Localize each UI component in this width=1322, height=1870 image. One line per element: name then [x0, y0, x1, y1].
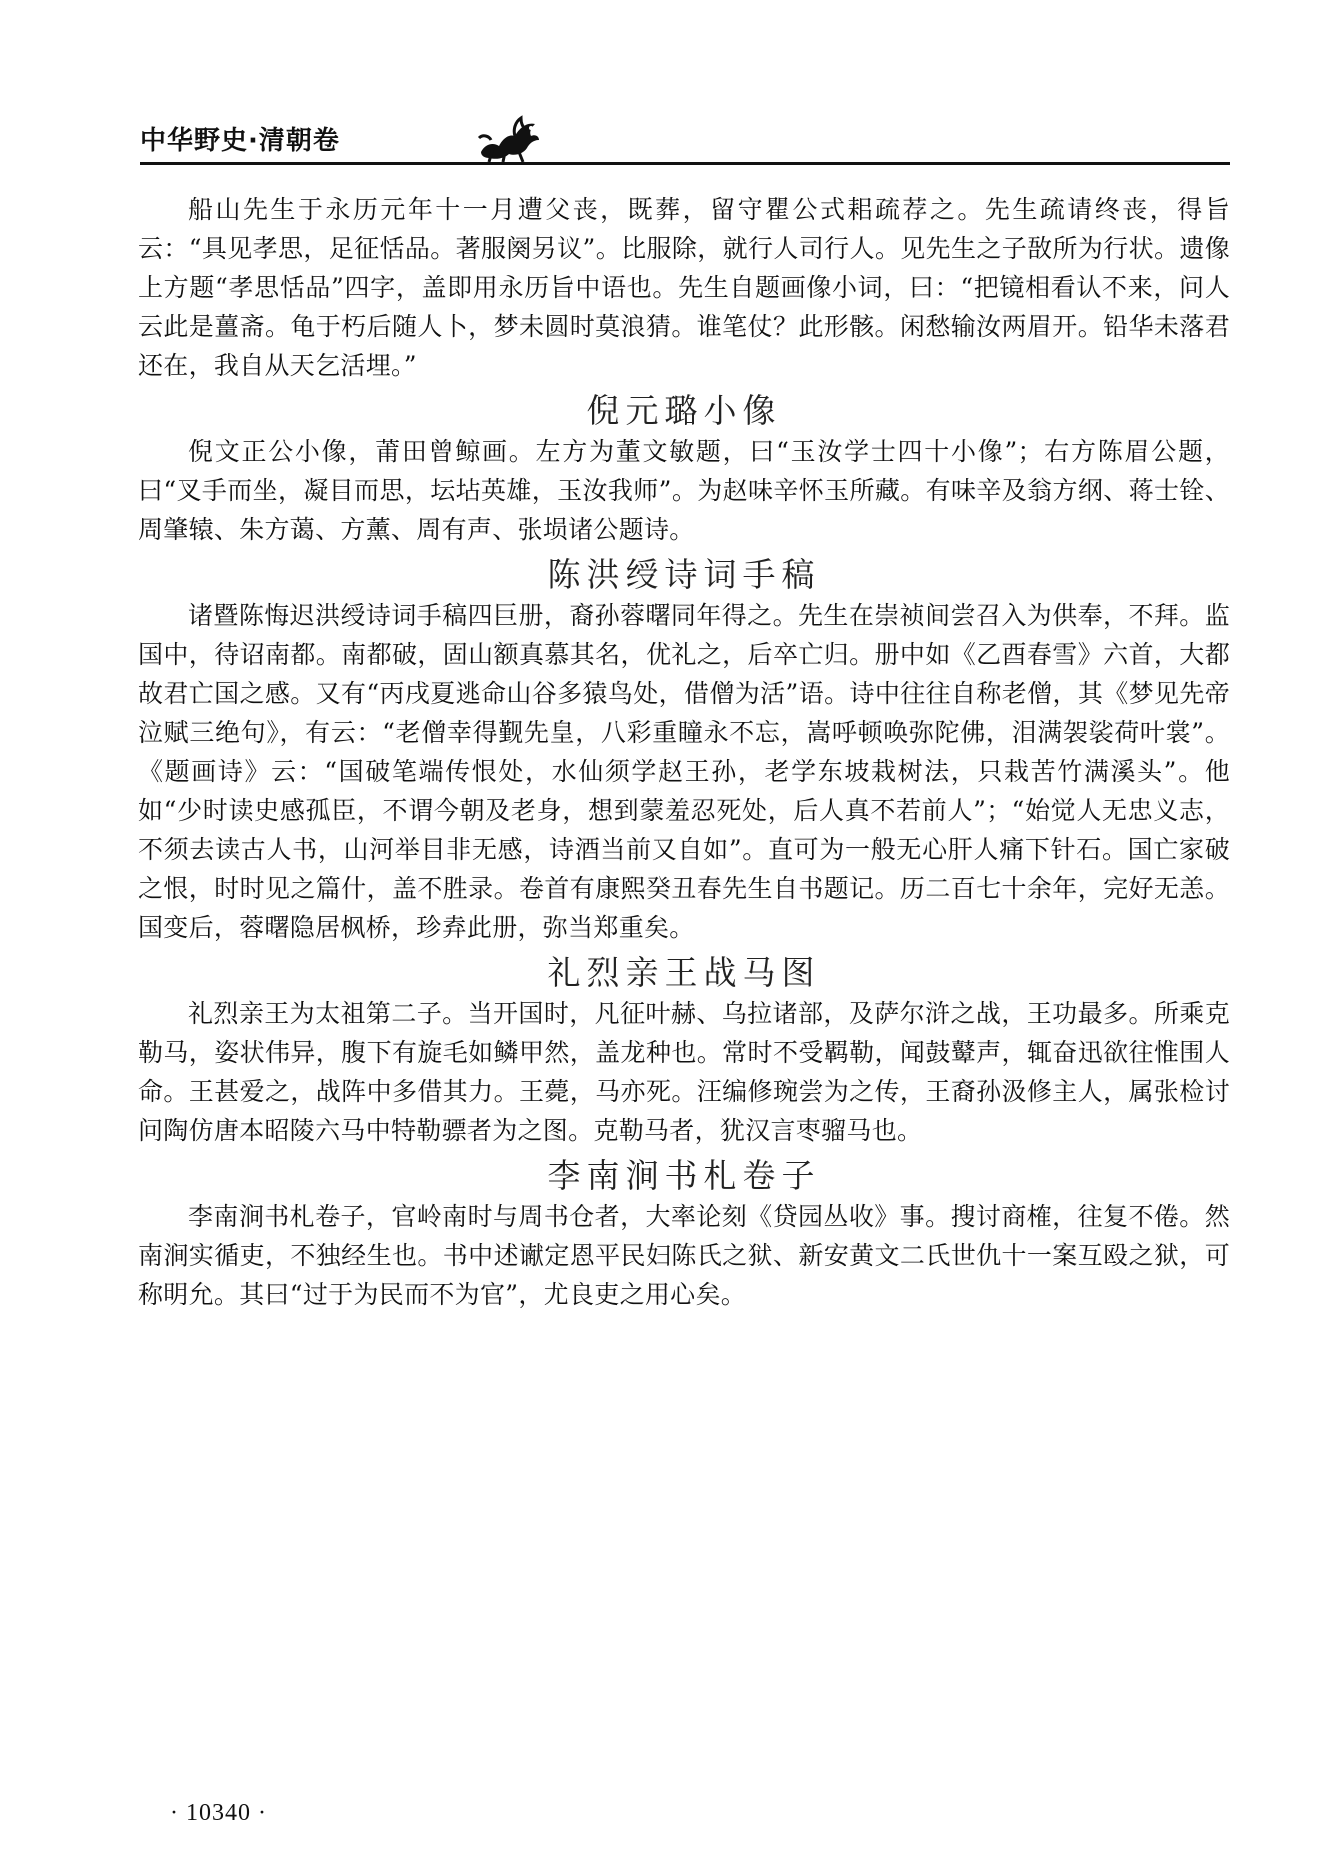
section-paragraph: 倪文正公小像，莆田曾鲸画。左方为董文敏题，曰“玉汝学士四十小像”；右方陈眉公题，曰“叉手而坐，凝目而思，坛坫英雄，玉汝我师”。为赵味辛怀玉所藏。有味辛及翁方纲、蒋士铨、周肇辕、朱方蔼、方薰、周有声、张埙诸公题诗。 [138, 437, 1230, 544]
section-paragraph: 诸暨陈悔迟洪绶诗词手稿四巨册，裔孙蓉曙同年得之。先生在崇祯间尝召入为供奉，不拜。监国中，待诏南都。南都破，固山额真慕其名，优礼之，后卒亡归。册中如《乙酉春雪》六首，大都故君亡国之感。又有“丙戌夏逃命山谷多猿鸟处，借僧为活”语。诗中往往自称老僧，其《梦见先帝泣赋三绝句》，有云：“老僧幸得觐先皇，八彩重瞳永不忘，嵩呼顿唤弥陀佛，泪满袈裟荷叶裳”。《题画诗》云：“国破笔端传恨处，水仙须学赵王孙，老学东坡栽树法，只栽苦竹满溪头”。他如“少时读史感孤臣，不谓今朝及老身，想到蒙羞忍死处，后人真不若前人”；“始觉人无忠义志，不须去读古人书，山河举目非无感，诗酒当前又自如”。直可为一般无心肝人痛下针石。国亡家破之恨，时时见之篇什，盖不胜录。卷首有康熙癸丑春先生自书题记。历二百七十余年，完好无恙。国变后，蓉曙隐居枫桥，珍弆此册，弥当郑重矣。 [138, 601, 1230, 942]
section-title: 倪元璐小像 [586, 391, 782, 430]
section-title: 礼烈亲王战马图 [547, 953, 821, 992]
header-title: 中华野史·清朝卷 [140, 126, 340, 156]
page-number: · 10340 · [170, 1800, 267, 1826]
section-paragraph: 礼烈亲王为太祖第二子。当开国时，凡征叶赫、乌拉诸部，及萨尔浒之战，王功最多。所乘克勒马，姿状伟异，腹下有旋毛如鳞甲然，盖龙种也。常时不受羁勒，闻鼓鼙声，辄奋迅欲往惟围人命。王甚爱之，战阵中多借其力。王薨，马亦死。汪编修琬尝为之传，王裔孙汲修主人，属张检讨问陶仿唐本昭陵六马中特勒骠者为之图。克勒马者，犹汉言枣骝马也。 [138, 999, 1230, 1145]
header-rule [140, 162, 1230, 165]
section-title: 陈洪绶诗词手稿 [547, 555, 821, 594]
dragon-emblem-icon [475, 108, 543, 164]
main-content [138, 190, 1230, 1314]
section-title: 李南涧书札卷子 [547, 1156, 821, 1195]
intro-paragraph: 船山先生于永历元年十一月遭父丧，既葬，留守瞿公式耜疏荐之。先生疏请终丧，得旨云：“具见孝思，足征恬品。著服阕另议”。比服除，就行人司行人。见先生之子敔所为行状。遗像上方题“孝思恬品”四字，盖即用永历旨中语也。先生自题画像小词，曰：“把镜相看认不来，问人云此是薑斋。龟于朽后随人卜，梦未圆时莫浪猜。谁笔仗？此形骸。闲愁输汝两眉开。铅华未落君还在，我自从天乞活埋。” [138, 195, 1230, 380]
section-paragraph: 李南涧书札卷子，官岭南时与周书仓者，大率论刻《贷园丛收》事。搜讨商榷，往复不倦。然南涧实循吏，不独经生也。书中述谳定恩平民妇陈氏之狱、新安黄文二氏世仇十一案互殴之狱，可称明允。其曰“过于为民而不为官”，尤良吏之用心矣。 [138, 1202, 1230, 1309]
running-header [140, 108, 1230, 168]
